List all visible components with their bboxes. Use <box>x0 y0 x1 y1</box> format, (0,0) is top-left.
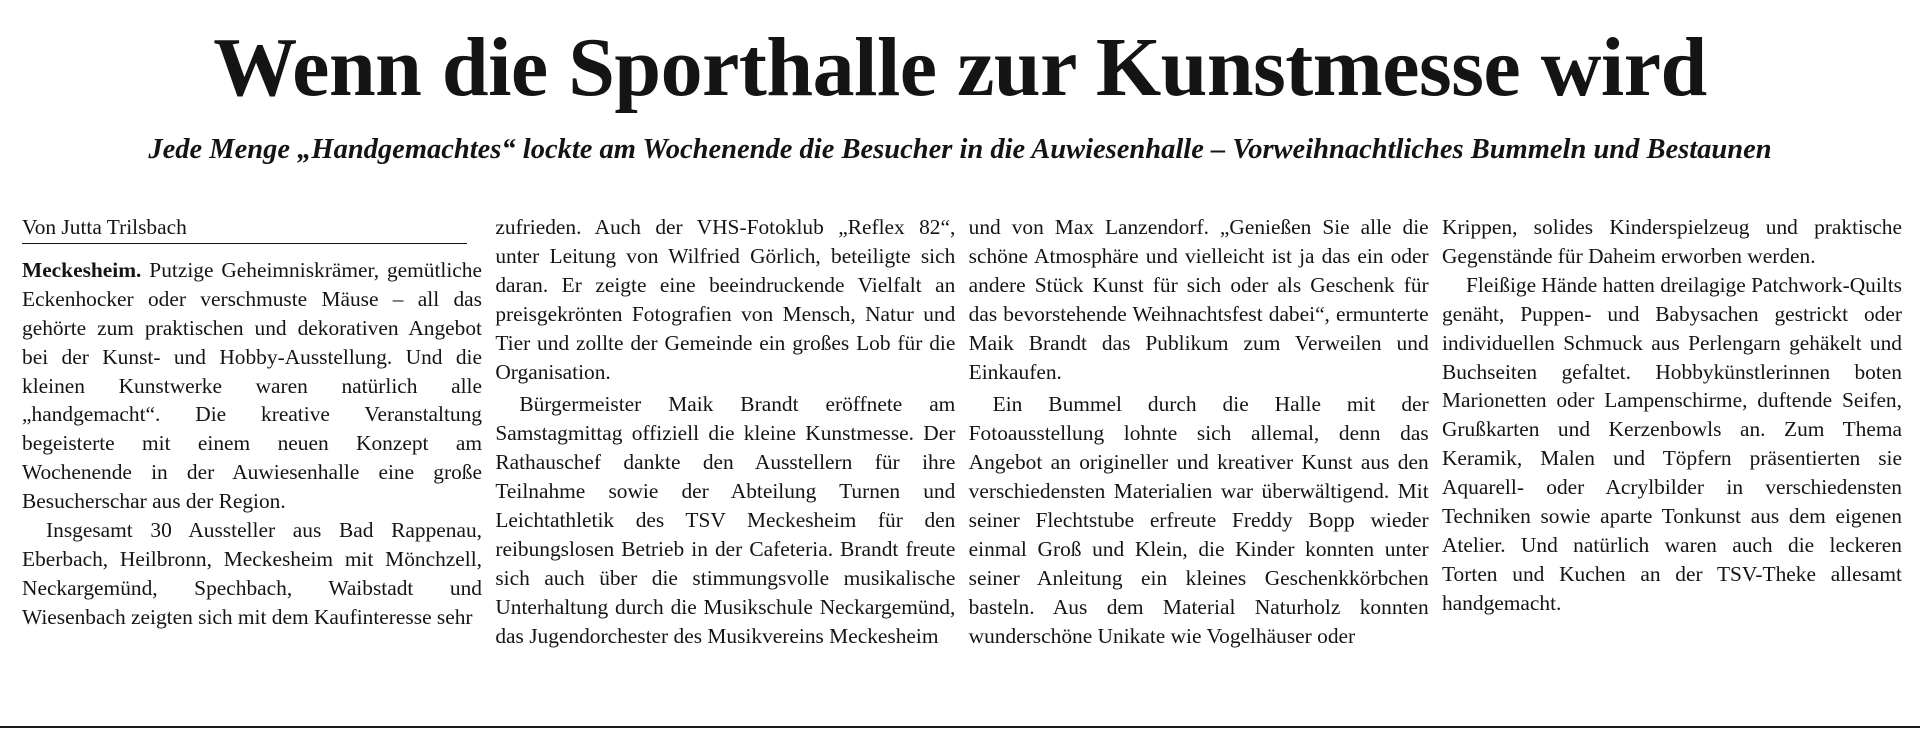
subheadline: Jede Menge „Handgemachtes“ lockte am Wochenende die Besucher in die Auwiesenhalle – Vorweihnachtliches Bummeln und Bestaunen <box>148 134 1772 165</box>
article-columns <box>22 213 1902 651</box>
paragraph: Krippen, solides Kinderspielzeug und praktische Gegenstände für Daheim erworben werden. <box>1441 215 1902 268</box>
paragraph: und von Max Lanzendorf. „Genießen Sie alle die schöne Atmosphäre und vielleicht ist ja das ein oder andere Stück Kunst für sich oder als Geschenk für das bevorstehende Weihnachtsfest dabei“, ermunterte Maik Brandt das Publikum zum Verweilen und Einkaufen. <box>968 215 1429 384</box>
paragraph-text: Putzige Geheimniskrämer, gemütliche Eckenhocker oder verschmuste Mäuse – all das gehörte zum praktischen und dekorativen Angebot bei der Kunst- und Hobby-Ausstellung. Und die kleinen Kunstwerke waren natürlich alle „handgemacht“. Die kreative Veranstaltung begeisterte mit einem neuen Konzept am Wochenende in der Auwiesenhalle eine große Besucherschar aus der Region. <box>22 257 482 514</box>
dateline: Meckesheim. <box>22 257 142 282</box>
column-4 <box>1442 213 1902 651</box>
headline: Wenn die Sporthalle zur Kunstmesse wird <box>213 21 1707 114</box>
paragraph: Bürgermeister Maik Brandt eröffnete am Samstagmittag offiziell die kleine Kunstmesse. Der Rathauschef dankte den Ausstellern für ihre Teilnahme sowie der Abteilung Turnen und Leichtathletik des TSV Meckesheim für den reibungslosen Betrieb in der Cafeteria. Brandt freute sich auch über die stimmungsvolle musikalische Unterhaltung durch die Musikschule Neckargemünd, das Jugendorchester des Musikvereins Meckesheim <box>495 392 956 648</box>
bottom-rule <box>0 726 1920 728</box>
byline: Von Jutta Trilsbach <box>22 213 467 244</box>
paragraph: Ein Bummel durch die Halle mit der Fotoausstellung lohnte sich allemal, denn das Angebot an origineller und kreativer Kunst aus den verschiedensten Materialien war überwältigend. Mit seiner Flechtstube erfreute Freddy Bopp wieder einmal Groß und Klein, die Kinder konnten unter seiner Anleitung ein kleines Geschenkkörbchen basteln. Aus dem Material Naturholz konnten wunderschöne Unikate wie Vogelhäuser oder <box>968 392 1429 648</box>
paragraph <box>22 256 482 516</box>
column-2 <box>495 213 955 651</box>
paragraph: Fleißige Hände hatten dreilagige Patchwork-Quilts genäht, Puppen- und Babysachen gestrickt oder individuellen Schmuck aus Perlengarn gehäkelt und Buchseiten gefaltet. Hobbykünstlerinnen boten Marionetten oder Lampenschirme, duftende Seifen, Grußkarten und Kerzenbowls an. Zum Thema Keramik, Malen und Töpfern präsentierten sie Aquarell- oder Acrylbilder in verschiedensten Techniken sowie aparte Tonkunst aus dem eigenen Atelier. Und natürlich waren auch die leckeren Torten und Kuchen an der TSV-Theke allesamt handgemacht. <box>1441 272 1902 615</box>
column-3 <box>969 213 1429 651</box>
column-1 <box>22 213 482 651</box>
paragraph: Insgesamt 30 Aussteller aus Bad Rappenau, Eberbach, Heilbronn, Meckesheim mit Mönchzell, Neckargemünd, Spechbach, Waibstadt und Wiesenbach zeigten sich mit dem Kaufinteresse sehr <box>22 518 482 629</box>
paragraph: zufrieden. Auch der VHS-Fotoklub „Reflex 82“, unter Leitung von Wilfried Görlich, beteiligte sich daran. Er zeigte eine beeindruckende Vielfalt an preisgekrönten Fotografien von Mensch, Natur und Tier und zollte der Gemeinde ein großes Lob für die Organisation. <box>495 215 956 384</box>
